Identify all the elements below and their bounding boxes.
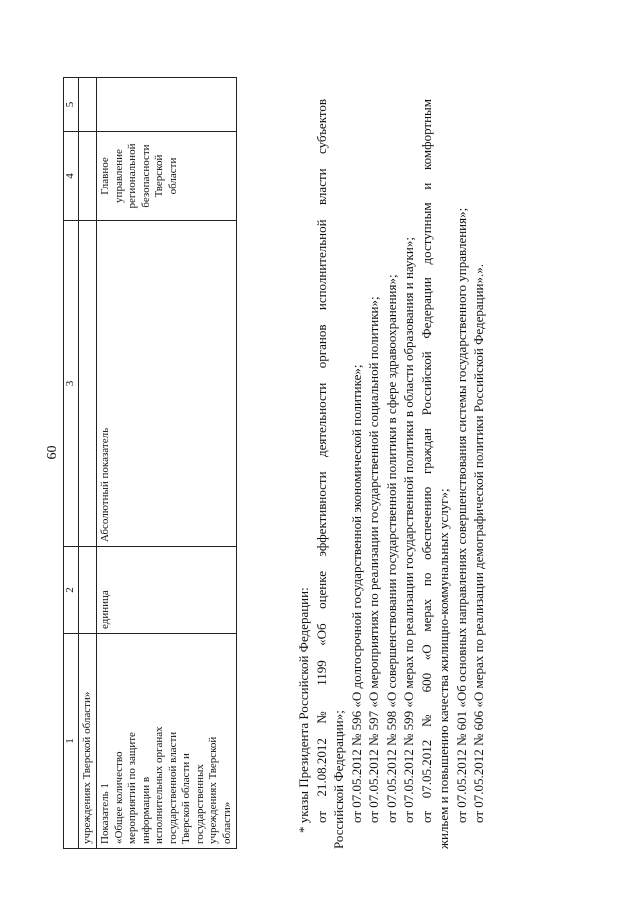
footnote-line: от 07.05.2012 № 598 «О совершенствовании государственной политики в сфере здравоохранения»; (383, 274, 399, 823)
footnote-line: жильем и повышению качества жилищно-коммунальных услуг»; (436, 488, 451, 849)
cell-responsible-body: Главное управление региональной безопасности Тверской области (97, 132, 237, 221)
table-row (78, 78, 97, 849)
header-cell-4: 4 (64, 132, 79, 221)
footnote-line: от 07.05.2012 № 600 «О мерах по обеспечению граждан Российской Федерации доступным и комфортным (418, 99, 434, 823)
cell-empty (78, 132, 97, 221)
page-number: 60 (45, 445, 60, 460)
cell-empty (97, 78, 237, 132)
table-header-row (64, 78, 79, 849)
cell-indicator-name: Показатель 1 «Общее количество мероприятий по защите информации в исполнительных органах государственной власти Тверской области и государственных учреждениях Тверской области» (97, 634, 237, 849)
footnote-line: Российской Федерации»; (331, 710, 346, 849)
header-cell-1: 1 (64, 634, 79, 849)
footnote-line: от 07.05.2012 № 597 «О мероприятиях по реализации государственной социальной политики»; (366, 296, 381, 823)
table-row (97, 78, 237, 849)
header-cell-3: 3 (64, 221, 79, 547)
header-cell-2: 2 (64, 547, 79, 634)
cell-empty (78, 221, 97, 547)
footnote-line: от 21.08.2012 № 1199 «Об оценке эффективности деятельности органов исполнительной власти субъектов (313, 99, 329, 823)
footnotes (295, 99, 488, 849)
footnote-line: от 07.05.2012 № 599 «О мерах по реализации государственной политики в области образования и науки»; (401, 237, 416, 823)
indicator-table (63, 77, 237, 849)
cell-indicator-type: Абсолютный показатель (97, 221, 237, 547)
footnote-line: от 07.05.2012 № 601 «Об основных направлениях совершенствования системы государственного управления»; (453, 207, 469, 823)
footnote-line: от 07.05.2012 № 596 «О долгосрочной государственной экономической политике»; (348, 364, 364, 823)
cell-empty (78, 547, 97, 634)
cell-empty (78, 78, 97, 132)
cell-unit: единица (97, 547, 237, 634)
footnote-line: от 07.05.2012 № 606 «О мерах по реализации демографической политики Российской Федерации».». (471, 263, 486, 823)
header-cell-5: 5 (64, 78, 79, 132)
cell-indicator-continuation: учреждениях Тверской области» (78, 634, 97, 849)
footnote-intro: * указы Президента Российской Федерации: (296, 587, 311, 833)
